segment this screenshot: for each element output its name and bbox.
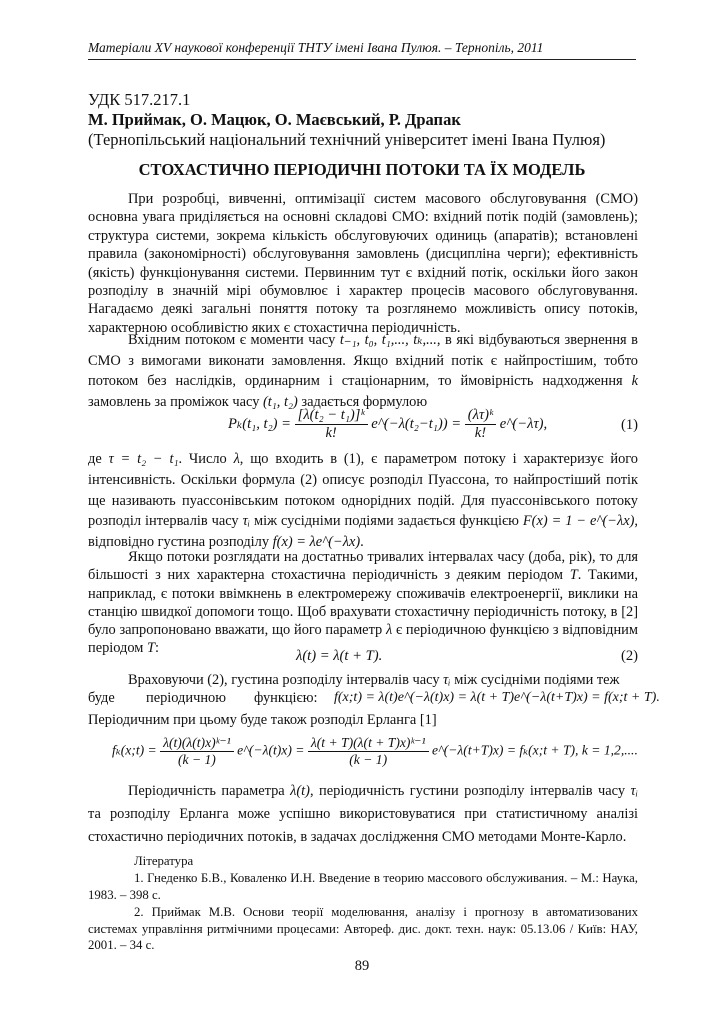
eq-exponential: e^(−λ(t₂−t₁)) [371,415,448,432]
fraction-denominator: k! [474,425,487,441]
eq-lhs: fₖ(x;t) = [112,742,157,758]
fraction-denominator: (k − 1) [349,752,388,767]
fraction-denominator: k! [325,425,337,441]
reference-item: 1. Гнеденко Б.В., Коваленко И.Н. Введение в теорию массового обслуживания. – М.: Наука, 1983. – 398 с. [88,871,638,902]
equation-1-body [228,407,547,442]
formula-density: f(x;t) = λ(t)e^(−λ(t)x) = λ(t + T)e^(−λ(t+T)x) = f(x;t + T). [334,690,660,705]
eq-exponential: e^(−λ(t)x) [237,742,292,758]
fraction-numerator: λ(t)(λ(t)x)ᵏ⁻¹ [160,735,234,752]
formula-tau-i: τᵢ [630,783,638,799]
text-span: , в які відбуваються звернення в СМО з вимогами виконати замовлення. Якщо вхідний потік є найпростішим, тобто потоком без наслідків, ординарним і стаціонарним, то ймовірність надходження [88,332,638,389]
equation-2 [88,648,638,670]
text-span: , періодичність густини розподілу інтервалів часу [309,783,626,799]
paragraph-periodic [88,548,638,658]
references-title: Література [134,854,194,868]
reference-item: 2. Приймак М.В. Основи теорії моделювання, аналізу і прогнозу в автоматизованих системах управління ритмічними процесами: Автореф. дис. докт. техн. наук: 05.13.06 / Київ: НАУ, 2001. – 34 с. [88,905,638,953]
eq-exponential: e^(−λ(t+T)x) = fₖ(x;t + T), k = 1,2,.... [431,742,638,758]
paragraph-density [88,670,638,691]
eq-sign: = [451,415,462,432]
text-span: задається формулою [301,393,428,410]
text-span: Вхідним потоком є моменти часу [128,332,336,348]
text-span: між сусідніми подіями теж [454,672,620,688]
affiliation: (Тернопільський національний технічний університет імені Івана Пулюя) [88,130,606,149]
paragraph-intro: При розробці, вивченні, оптимізації систем масового обслуговування (СМО) основна увага приділяється на основні складові СМО: вхідний потік подій (замовлень); структура системи, зокрема кількість обслуговуючих одиниць (апаратів); встановлені правила (закономірності) обслуговування замовлень (дисципліна черги); ефективність (якість) функціонування системи. Первинним тут є вхідний потік, оскільки його закон розподілу в значній мірі обумовлює і характер процесів масового обслуговування. Нагадаємо деякі загальні поняття потоку та розглянемо можливість опису потоків, характерною особливістю яких є стохастична періодичність. [88,191,638,336]
equation-number: (1) [620,417,638,433]
running-header: Матеріали XV наукової конференції ТНТУ імені Івана Пулюя. – Тернопіль, 2011 [88,40,636,60]
equation-2-body: λ(t) = λ(t + T). [296,648,383,664]
text-span: Періодичність параметра [128,783,285,799]
erlang-intro: Періодичним при цьому буде також розподіл Ерланга [1] [88,712,437,728]
text-span: . Такими, наприклад, є потоки ввімкнень в електромережу споживачів електроенергії, виклики на станцію швидкої допомоги тощо. Щоб врахувати стохастичну періодичність потоку, в [2] було запропоновано вважати, що його параметр [88,567,638,639]
text-span: , що входить в (1), є параметром потоку і характеризує його інтенсивність. Оскільки формула (2) описує розподіл Пуассона, то найпростіший потік ще називають пуассонівським потоком однорідних подій. Для пуассонівського потоку розподіл інтервалів часу [88,451,639,530]
fraction [295,407,368,442]
text-span: Враховуючи (2), густина розподілу інтервалів часу [128,672,440,688]
paragraph-conclusion [88,780,638,848]
paragraph-poisson [88,449,638,553]
paragraph-input-flow [88,330,638,412]
text-span: де [88,451,102,467]
fraction [308,735,429,768]
text-span: та розподілу Ерланга може успішно використовуватися при статистичному аналізі стохастично періодичних потоків, в задачах дослідження СМО методами Монте-Карло. [88,805,638,845]
formula-lambda: λ [386,622,393,639]
text-span: між сусідніми подіями задається функцією [253,513,519,530]
equation-3-body [112,735,638,768]
density-line [88,690,660,712]
fraction-denominator: (k − 1) [177,752,216,767]
formula-T: T [147,640,156,657]
text-span: функцією: [254,690,318,706]
formula-tau: τ = t₂ − t₁ [108,451,179,467]
equation-1 [88,407,638,447]
udk-code: УДК 517.217.1 [88,90,191,109]
fraction-numerator: (λτ)ᵏ [465,407,496,425]
equation-3 [88,735,638,777]
formula-times: t₋₁, t₀, t₁,..., tₖ,... [339,332,437,348]
text-span: є періодичною функцією з відповідним періодом [88,622,638,657]
equation-number: (2) [620,648,638,664]
fraction-numerator: [λ(t₂ − t₁)]ᵏ [295,407,368,425]
authors: М. Приймак, О. Мацюк, О. Маєвський, Р. Драпак [88,110,461,129]
text-span: періодичною [146,690,226,706]
fraction [465,407,496,442]
text-span: : [155,640,160,657]
text-span: буде [88,690,115,706]
text-span: Якщо потоки розглядати на достатньо тривалих інтервалах часу (доба, рік), то для більшості з них характерна стохастична періодичність з деяким періодом [88,549,638,584]
text-span: , відповідно густина розподілу [88,513,638,551]
text-span: замовлень за проміжок часу [88,393,260,410]
formula-T: T [569,567,578,584]
formula-lambda: λ [233,451,240,467]
text-span: . [360,534,364,551]
eq-sign: = [295,742,305,758]
formula-tau-i: τᵢ [443,672,451,688]
eq-exponential: e^(−λτ), [499,415,548,432]
formula-k: k [631,373,638,389]
fraction-numerator: λ(t + T)(λ(t + T)x)ᵏ⁻¹ [308,735,429,752]
formula-tau-i: τᵢ [242,513,251,530]
formula-interval: (t₁, t₂) [263,393,298,410]
formula-f: f(x) = λe^(−λx) [272,534,361,551]
paper-title: СТОХАСТИЧНО ПЕРІОДИЧНІ ПОТОКИ ТА ЇХ МОДЕЛЬ [138,160,586,179]
formula-F: F(x) = 1 − e^(−λx) [522,513,635,530]
eq-lhs: Pₖ(t₁, t₂) = [228,415,292,432]
page-number: 89 [354,958,370,974]
text-span: . Число [178,451,227,467]
fraction [160,735,234,768]
formula-lambda-t: λ(t) [290,783,310,799]
